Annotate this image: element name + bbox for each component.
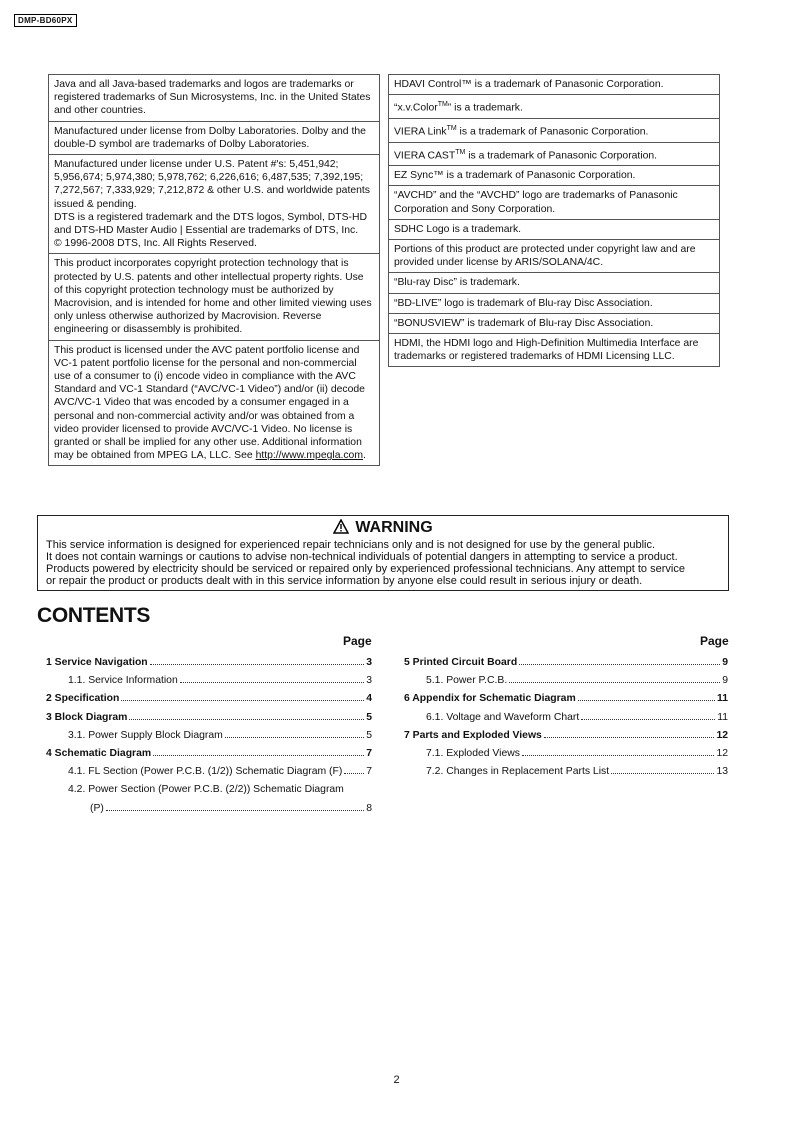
trademark-text-part: “x.v.Color	[394, 102, 438, 114]
toc-entry[interactable]	[404, 657, 728, 675]
trademark-column-right	[388, 74, 720, 367]
toc-label: (P)	[90, 802, 104, 814]
trademark-cell	[388, 143, 720, 167]
trademark-text: HDMI, the HDMI logo and High-Definition Multimedia Interface are trademarks or registered trademarks of HDMI Licensing LLC.	[394, 338, 699, 363]
trademark-text: EZ Sync™ is a trademark of Panasonic Corporation.	[394, 170, 636, 182]
page-column-header-right: Page	[700, 634, 729, 648]
toc-label: 3 Block Diagram	[46, 711, 128, 723]
toc-page: 3	[366, 657, 372, 668]
toc-leader	[509, 682, 720, 683]
toc-entry[interactable]	[46, 766, 372, 784]
toc-leader	[150, 664, 365, 665]
warning-triangle-icon	[333, 519, 349, 534]
toc-page: 3	[366, 675, 372, 687]
trademark-text-part: ” is a trademark.	[447, 102, 523, 114]
trademark-cell	[48, 341, 380, 467]
trademark-cell	[48, 122, 380, 155]
trademark-cell	[388, 186, 720, 219]
toc-entry[interactable]	[46, 730, 372, 748]
trademark-column-left	[48, 74, 380, 466]
toc-page: 9	[722, 657, 728, 668]
trademark-cell	[48, 74, 380, 122]
toc-leader	[344, 773, 364, 774]
toc-page: 8	[366, 802, 372, 814]
toc-page: 11	[717, 693, 728, 705]
toc-page: 7	[366, 766, 372, 778]
toc-entry[interactable]	[404, 730, 728, 748]
warning-line: or repair the product or products dealt with in this service information by anyone else could result in serious injury or death.	[46, 575, 643, 587]
trademark-cell	[48, 254, 380, 340]
toc-label: 4.1. FL Section (Power P.C.B. (1/2)) Schematic Diagram (F)	[68, 766, 343, 778]
trademark-text-part: .	[363, 450, 366, 462]
toc-entry[interactable]	[46, 693, 372, 711]
toc-entry[interactable]	[404, 712, 728, 730]
toc-leader	[106, 810, 364, 811]
trademark-text: “BONUSVIEW” is trademark of Blu-ray Disc Association.	[394, 317, 654, 329]
toc-entry[interactable]	[46, 675, 372, 693]
trademark-cell	[388, 166, 720, 186]
toc-leader	[522, 755, 714, 756]
toc-leader	[519, 664, 720, 665]
trademark-text: SDHC Logo is a trademark.	[394, 223, 522, 235]
trademark-text: “BD-LIVE” logo is trademark of Blu-ray Disc Association.	[394, 297, 653, 309]
toc-entry[interactable]	[46, 784, 372, 802]
trademark-text-part: VIERA Link	[394, 126, 447, 138]
toc-leader	[225, 737, 364, 738]
trademark-cell	[48, 155, 380, 254]
trademark-text-part: is a trademark of Panasonic Corporation.	[465, 150, 658, 162]
trademark-text: Manufactured under license from Dolby Laboratories. Dolby and the double-D symbol are trademarks of Dolby Laboratories.	[54, 125, 366, 150]
toc-page: 5	[366, 729, 372, 741]
trademark-cell	[388, 95, 720, 119]
warning-line: This service information is designed for experienced repair technicians only and is not designed for use by the general public.	[46, 539, 656, 551]
trademark-text-part: This product is licensed under the AVC patent portfolio license and VC-1 patent portfolio license for the personal and non-commercial use of a consumer to (i) encode video in compliance with the AVC Standard and VC-1 Standard (“AVC/VC-1 Video”) and/or (ii) decode AVC/VC-1 Video that was encoded by a consumer engaged in a personal and non-commercial activity and/or was obtained from a video provider licensed to provide AVC/VC-1 Video. No license is granted or shall be implied for any other use. Additional information may be obtained from MPEG LA, LLC. See	[54, 344, 365, 462]
warning-title: WARNING	[355, 519, 433, 536]
trademark-text	[394, 98, 714, 115]
toc-page: 9	[722, 675, 728, 687]
trademark-text	[54, 344, 374, 463]
trademark-cell	[388, 294, 720, 314]
page-number: 2	[393, 1074, 400, 1086]
trademark-cell	[388, 220, 720, 240]
trademark-text: Manufactured under license under U.S. Patent #'s: 5,451,942; 5,956,674; 5,974,380; 5,978,762; 6,226,616; 6,487,535; 7,392,195; 7,272,567; 7,333,929; 7,212,872 & other U.S. and worldwide patents issued & pending.	[54, 159, 370, 210]
toc-entry[interactable]	[46, 748, 372, 766]
trademark-text-part: VIERA CAST	[394, 150, 456, 162]
toc-leader	[180, 682, 364, 683]
trademark-text: HDAVI Control™ is a trademark of Panasonic Corporation.	[394, 79, 664, 90]
toc-label: 1 Service Navigation	[46, 657, 148, 668]
warning-heading	[38, 519, 728, 537]
trademark-text	[394, 146, 714, 163]
toc-label: 4 Schematic Diagram	[46, 747, 152, 759]
toc-label: 7.1. Exploded Views	[426, 747, 520, 759]
toc-leader	[129, 719, 364, 720]
trademark-text: “Blu-ray Disc” is trademark.	[394, 277, 520, 289]
warning-text	[46, 539, 728, 587]
toc-entry[interactable]	[46, 657, 372, 675]
trademark-text: “AVCHD” and the “AVCHD” logo are trademarks of Panasonic Corporation and Sony Corporation.	[394, 190, 678, 215]
warning-box	[37, 515, 729, 591]
warning-line: Products powered by electricity should be serviced or repaired only by experienced professional technicians. Any attempt to service	[46, 563, 685, 575]
toc-page: 12	[716, 729, 728, 741]
toc-leader	[611, 773, 714, 774]
trademark-text: This product incorporates copyright protection technology that is protected by U.S. patents and other intellectual property rights. Use of this copyright protection technology must be authorized by Macrovision, and is intended for home and other limited viewing uses only unless otherwise authorized by Macrovision. Reverse engineering or disassembly is prohibited.	[54, 258, 372, 336]
toc-label: 3.1. Power Supply Block Diagram	[68, 729, 223, 741]
trademark-text: Java and all Java-based trademarks and logos are trademarks or registered trademarks of Sun Microsystems, Inc. in the United States and other countries.	[54, 79, 371, 117]
toc-page: 4	[366, 693, 372, 705]
toc-leader	[121, 700, 364, 701]
trademark-text-part: is a trademark of Panasonic Corporation.	[456, 126, 649, 138]
trademark-text: Portions of this product are protected under copyright law and are provided under license by ARIS/SOLANA/4C.	[394, 244, 696, 269]
toc-page: 7	[366, 747, 372, 759]
trademark-text: DTS is a registered trademark and the DTS logos, Symbol, DTS-HD and DTS-HD Master Audio | Essential are trademarks of DTS, Inc.	[54, 211, 367, 237]
toc-entry[interactable]	[404, 748, 728, 766]
trademark-text	[394, 122, 714, 139]
toc-right	[404, 657, 728, 784]
toc-left	[46, 657, 372, 821]
toc-leader	[544, 737, 715, 738]
toc-page: 13	[716, 766, 728, 778]
toc-label: 7 Parts and Exploded Views	[404, 729, 542, 741]
toc-label: 5 Printed Circuit Board	[404, 657, 518, 668]
toc-entry[interactable]	[404, 766, 728, 784]
model-tag: DMP-BD60PX	[14, 14, 77, 27]
toc-page: 5	[366, 711, 372, 723]
toc-leader	[153, 755, 364, 756]
toc-label: 5.1. Power P.C.B.	[426, 675, 508, 687]
trademark-cell	[388, 273, 720, 293]
toc-entry[interactable]	[404, 693, 728, 711]
toc-page: 11	[717, 711, 728, 723]
toc-label: 4.2. Power Section (Power P.C.B. (2/2)) Schematic Diagram	[68, 784, 344, 796]
toc-label: 1.1. Service Information	[68, 675, 178, 687]
trademark-cell	[388, 314, 720, 334]
trademark-cell	[388, 119, 720, 143]
warning-line: It does not contain warnings or cautions to advise non-technical individuals of potential dangers in attempting to service a product.	[46, 551, 678, 563]
trademark-cell	[388, 240, 720, 273]
tm-superscript: TM	[437, 101, 448, 109]
toc-entry[interactable]	[46, 712, 372, 730]
toc-leader	[581, 719, 715, 720]
trademark-cell	[388, 334, 720, 367]
tm-superscript: TM	[446, 124, 457, 132]
toc-label: 6.1. Voltage and Waveform Chart	[426, 711, 580, 723]
toc-entry[interactable]	[46, 803, 372, 821]
tm-superscript: TM	[455, 148, 466, 156]
toc-leader	[578, 700, 715, 701]
toc-label: 7.2. Changes in Replacement Parts List	[426, 766, 610, 778]
toc-label: 6 Appendix for Schematic Diagram	[404, 693, 576, 705]
trademark-cell	[388, 74, 720, 95]
toc-label: 2 Specification	[46, 693, 120, 705]
toc-page: 12	[716, 747, 728, 759]
toc-entry[interactable]	[404, 675, 728, 693]
trademark-text: © 1996-2008 DTS, Inc. All Rights Reserved.	[54, 238, 257, 250]
contents-title: CONTENTS	[37, 604, 151, 627]
mpegla-link[interactable]: http://www.mpegla.com	[255, 450, 363, 462]
page-column-header-left: Page	[343, 634, 372, 648]
